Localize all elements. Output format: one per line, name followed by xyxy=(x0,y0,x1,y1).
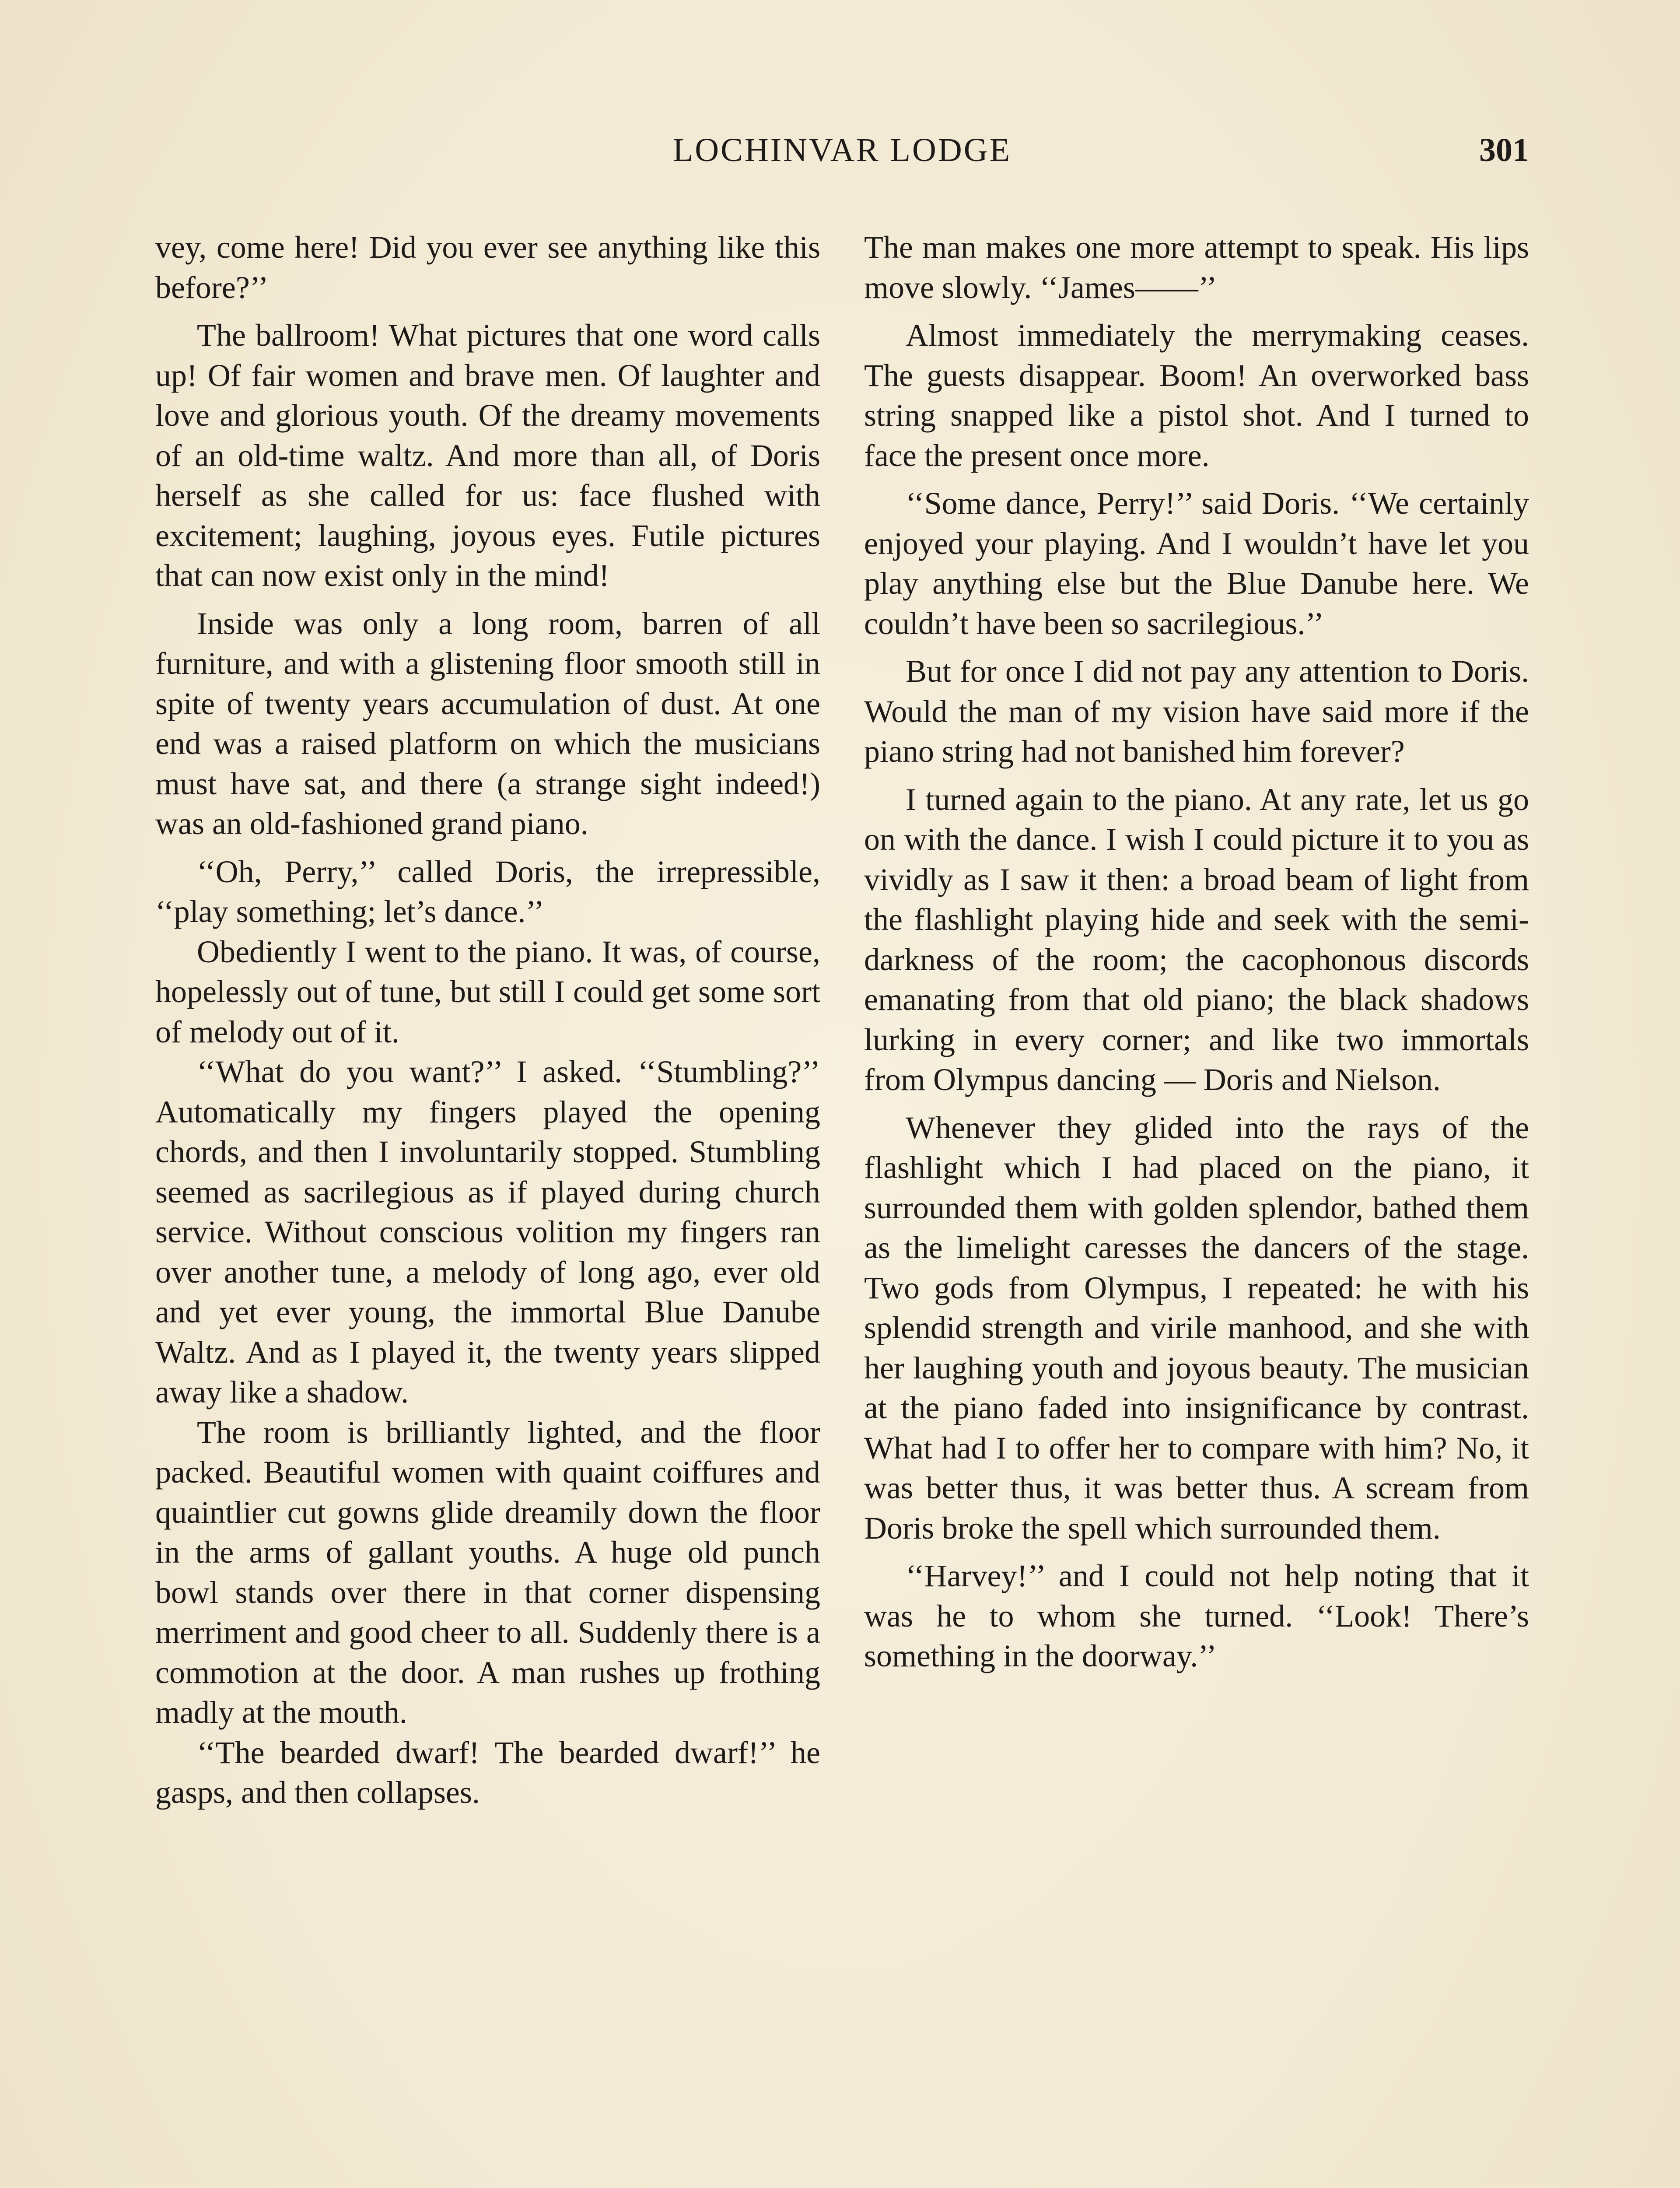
paragraph: ‘‘Some dance, Perry!’’ said Doris. ‘‘We certainly enjoyed your playing. And I wouldn’t have let you play anything else but the Blue Danube here. We couldn’t have been so sacrilegious.’’ xyxy=(864,486,1529,641)
paragraph: Almost immediately the merrymaking ceases. The guests disappear. Boom! An overworked bass string snapped like a pistol shot. And I turned to face the present once more. xyxy=(864,318,1529,473)
right-column xyxy=(864,228,1529,2188)
paragraph: ‘‘What do you want?’’ I asked. ‘‘Stumbling?’’ Automatically my fingers played the opening chords, and then I involuntarily stopped. Stumbling seemed as sacrilegious as if played during church service. Without conscious volition my fingers ran over another tune, a melody of long ago, ever old and yet ever young, the immortal Blue Danube Waltz. And as I played it, the twenty years slipped away like a shadow. xyxy=(155,1054,820,1410)
paragraph: Obediently I went to the piano. It was, of course, hopelessly out of tune, but still I could get some sort of melody out of it. xyxy=(155,934,820,1049)
paragraph: The ballroom! What pictures that one word calls up! Of fair women and brave men. Of laughter and love and glorious youth. Of the dreamy movements of an old-time waltz. And more than all, of Doris herself as she called for us: face flushed with excitement; laughing, joyous eyes. Futile pictures that can now exist only in the mind! xyxy=(155,318,820,593)
paragraph: The man makes one more attempt to speak. His lips move slowly. ‘‘James——’’ xyxy=(864,230,1529,305)
page-number: 301 xyxy=(1479,132,1529,168)
paragraph: But for once I did not pay any attention to Doris. Would the man of my vision have said more if the piano string had not banished him forever? xyxy=(864,654,1529,769)
paragraph: Inside was only a long room, barren of all furniture, and with a glistening floor smooth still in spite of twenty years accumulation of dust. At one end was a raised platform on which the musicians must have sat, and there (a strange sight indeed!) was an old-fashioned grand piano. xyxy=(155,606,820,841)
paragraph: ‘‘The bearded dwarf! The bearded dwarf!’’ he gasps, and then collapses. xyxy=(155,1735,820,1810)
page-header xyxy=(155,131,1529,184)
paragraph: vey, come here! Did you ever see anything like this before?’’ xyxy=(155,230,820,305)
paragraph: Whenever they glided into the rays of the flashlight which I had placed on the piano, it surrounded them with golden splendor, bathed them as the limelight caresses the dancers of the stage. Two gods from Olympus, I repeated: he with his splendid strength and virile manhood, and she with her laughing youth and joyous beauty. The musician at the piano faded into insignificance by contrast. What had I to offer her to compare with him? No, it was better thus, it was better thus. A scream from Doris broke the spell which surrounded them. xyxy=(864,1110,1529,1546)
paragraph: I turned again to the piano. At any rate, let us go on with the dance. I wish I could picture it to you as vividly as I saw it then: a broad beam of light from the flashlight playing hide and seek with the semi-darkness of the room; the cacophonous discords emanating from that old piano; the black shadows lurking in every corner; and like two immortals from Olympus dancing — Doris and Nielson. xyxy=(864,782,1529,1097)
paragraph: ‘‘Oh, Perry,’’ called Doris, the irrepressible, ‘‘play something; let’s dance.’’ xyxy=(155,854,820,929)
text-columns xyxy=(155,228,1529,2188)
running-head: LOCHINVAR LODGE xyxy=(672,132,1012,168)
paragraph: The room is brilliantly lighted, and the floor packed. Beautiful women with quaint coiffures and quaintlier cut gowns glide dreamily down the floor in the arms of gallant youths. A huge old punch bowl stands over there in that corner dispensing merriment and good cheer to all. Suddenly there is a commotion at the door. A man rushes up frothing madly at the mouth. xyxy=(155,1414,820,1730)
left-column xyxy=(155,228,820,2188)
paragraph: ‘‘Harvey!’’ and I could not help noting that it was he to whom she turned. ‘‘Look! There’s something in the doorway.’’ xyxy=(864,1558,1529,1673)
